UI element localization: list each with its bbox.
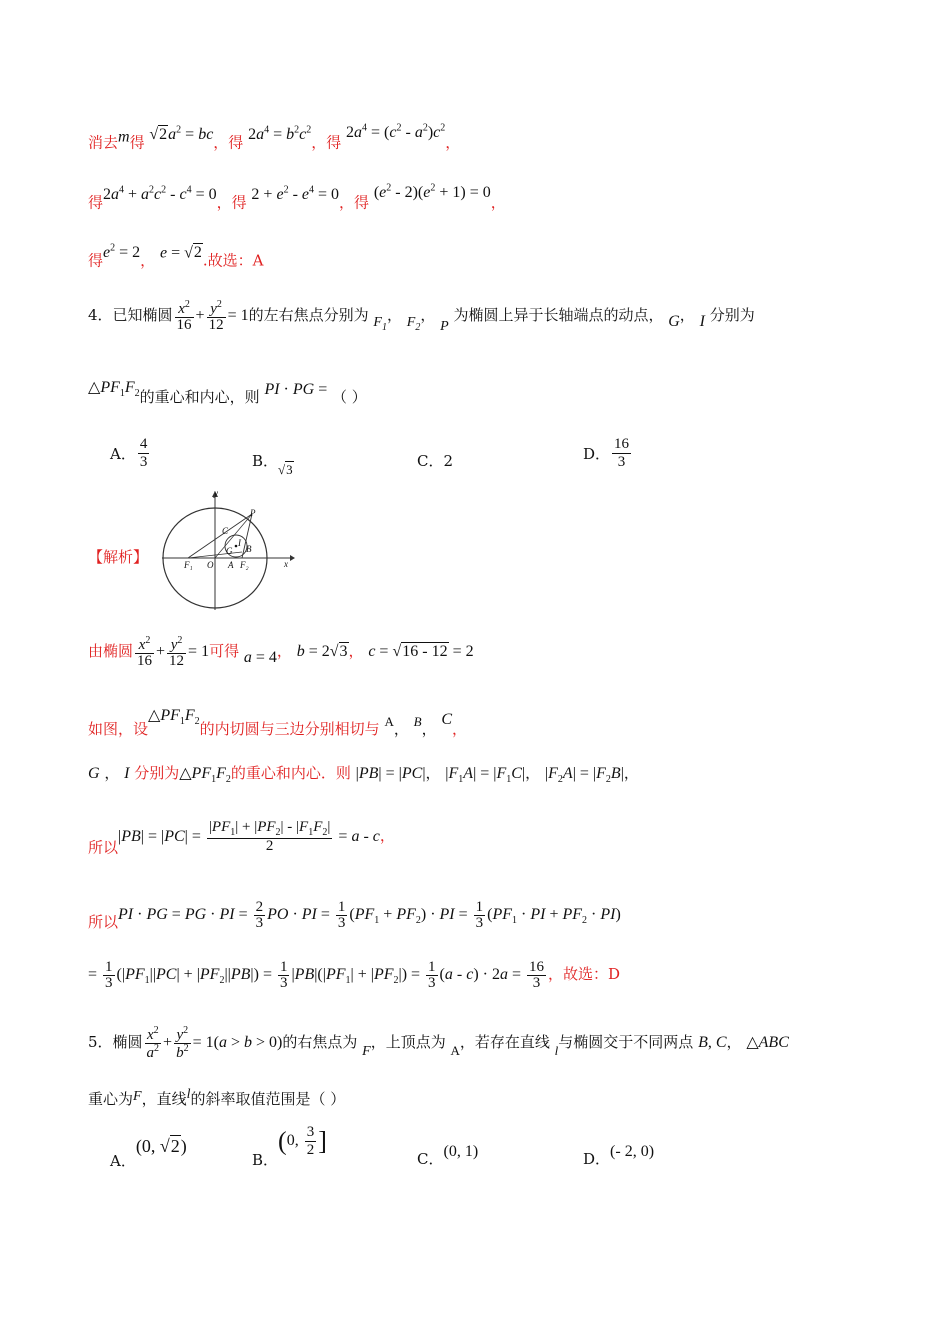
text: （ ） (332, 388, 367, 406)
text: 分别为 (134, 764, 180, 782)
option-d[interactable] (583, 1142, 654, 1169)
text: ，故选：D (548, 965, 621, 984)
text: 与椭圆交于不同两点 (558, 1033, 694, 1052)
formula: F (133, 1089, 142, 1104)
formula: F (362, 1044, 371, 1060)
analysis-line-3: G ， I 分别为$\triangle PF_1F_2$的重心和内心．则 |PB| = |PC|， $|F_1A| = |F_1C|$， $|F_2A| = |F_2B|$， (88, 764, 639, 786)
text: 得 (88, 193, 104, 212)
text: ， (140, 251, 156, 270)
text: 如图，设 (88, 720, 149, 738)
solution-line-1 (88, 124, 460, 150)
label-g: G (226, 546, 233, 556)
formula: |PB| = |PC| = $\frac{|PF_1| + |PF_2| - |F_1F_2|}{2}$ = a - c (118, 819, 380, 854)
formula: $√2a^2$ = bc (149, 125, 214, 144)
formula: $2a^4 = b^2c^2$ (248, 125, 312, 144)
formula: $|F_2A| = |F_2B|$ (544, 765, 624, 786)
option-label: A． (110, 445, 136, 463)
text: .故选：A (202, 251, 264, 270)
text: ， (726, 1033, 742, 1052)
label-f2: F₂ (240, 560, 249, 570)
text: ， (379, 826, 395, 845)
formula: a = 4 (243, 649, 277, 667)
text: ， (445, 133, 461, 152)
formula: (- 2, 0) (610, 1143, 655, 1160)
label-o: O (207, 560, 214, 570)
label-p: P (250, 508, 256, 518)
text: 为椭圆上异于长轴端点的动点， (453, 306, 664, 325)
option-d[interactable] (583, 436, 633, 471)
option-a[interactable] (110, 1136, 187, 1171)
text: 消去 (88, 133, 119, 152)
label-y: y (214, 488, 218, 498)
formula: $\frac{16}{3}$ (614, 436, 630, 470)
text: 5．椭圆 (88, 1033, 143, 1052)
formula: A (384, 714, 394, 729)
text: 得 (129, 133, 145, 152)
formula: |PB| = |PC| (355, 765, 426, 782)
option-b[interactable] (252, 1124, 327, 1170)
formula: $\frac{4}{3}$ (139, 436, 148, 470)
formula: △ABC (746, 1034, 789, 1052)
formula: $e^2 = 2$ (103, 243, 141, 262)
formula: $\frac{x^2}{16}$ + $\frac{y^2}{12}$ = 1 (176, 299, 249, 333)
analysis-line-4 (88, 820, 395, 856)
point-i (235, 545, 238, 548)
analysis-line-1 (88, 636, 474, 669)
text: ， (452, 720, 468, 738)
text: ，上顶点为 (370, 1033, 446, 1052)
option-label: D． (583, 445, 611, 463)
question-5-stem (88, 1026, 789, 1061)
analysis-line-5 (88, 900, 621, 931)
solution-line-3 (88, 244, 263, 268)
formula: G (668, 313, 680, 331)
option-label: B． (252, 452, 279, 470)
option-c[interactable] (417, 1142, 478, 1169)
formula: I (124, 765, 130, 782)
segment-pf1 (188, 514, 252, 558)
analysis-line-2: 如图，设$\triangle PF_1F_2$的内切圆与三边分别相切与 A， B， C， (88, 707, 468, 738)
formula: PI · PG = PG · PI = $\frac{2}{3}$ PO · PI = $\frac{1}{3}$ $(PF_1 + PF_2)$ · PI = $\frac{1}{3}$ ($PF_1$ · PI + $PF_2 \cdot PI$) (118, 899, 621, 931)
option-c[interactable] (417, 450, 453, 471)
option-label: D． (583, 1150, 611, 1168)
text: ，直线 (141, 1090, 187, 1108)
label-x: x (284, 559, 288, 569)
text: 所以 (88, 913, 119, 932)
option-label: C． (417, 1150, 444, 1168)
formula: $F_1$ (373, 315, 387, 333)
formula: $(e^2 - 2)(e^2 + 1) = 0$ (373, 183, 491, 202)
question-4-stem: 4．已知椭圆 $\frac{x^2}{16}$ + $\frac{y^2}{12}$ = 1的左右焦点分别为 $F_1$， $F_2$， P 为椭圆上异于长轴端点的动点， G， I 分别为 (88, 299, 755, 335)
question-5-stem-2 (88, 1088, 345, 1107)
formula: $2 + e^2 - e^4 = 0$ (251, 185, 340, 204)
option-a[interactable] (110, 436, 151, 471)
text: 的斜率取值范围是（ ） (190, 1090, 346, 1108)
formula: G (88, 765, 100, 782)
text: 的右焦点为 (282, 1033, 358, 1052)
text: 由椭圆 (88, 642, 134, 661)
formula: PI · PG = (264, 381, 328, 398)
formula: $2a^4 = (c^2 - a^2)c^2$ (346, 123, 446, 142)
label-b: B (246, 544, 252, 554)
formula: $\triangle PF_1F_2$ (148, 707, 200, 728)
analysis-label: 【解析】 (88, 548, 149, 566)
formula: $\triangle PF_1F_2$ (88, 379, 140, 400)
formula: √3 (278, 462, 293, 477)
text: ，得 (216, 193, 247, 212)
formula: P (440, 319, 449, 335)
text: 的重心和内心．则 (230, 764, 351, 782)
solution-line-2 (88, 184, 506, 210)
formula: c = √16 - 12 = 2 (368, 643, 474, 661)
analysis-line-6 (88, 960, 620, 991)
formula: e = √2 (159, 244, 202, 262)
option-label: A． (110, 1152, 136, 1170)
label-a: A (228, 560, 234, 570)
formula: $\frac{x^2}{16}$ + $\frac{y^2}{12}$ = 1 (137, 635, 210, 669)
formula: B (413, 714, 422, 729)
text: 得 (88, 251, 104, 270)
text: 可得 (209, 642, 240, 661)
text: 的内切圆与三边分别相切与 (199, 720, 380, 738)
formula: b = 2√3 (296, 643, 348, 661)
text: 重心为 (88, 1090, 134, 1108)
text: ，得 (213, 133, 244, 152)
text: ， (490, 193, 506, 212)
formula: $\triangle PF_1F_2$ (179, 765, 231, 786)
text: ，若存在直线 (459, 1033, 550, 1052)
label-f1: F₁ (184, 560, 193, 570)
text: 的重心和内心，则 (139, 388, 260, 406)
formula: I (699, 313, 705, 331)
formula: (0, $\frac{3}{2}$ ] (278, 1124, 327, 1158)
formula: B, C (698, 1034, 727, 1052)
text: ，得 (339, 193, 370, 212)
label-c: C (222, 526, 229, 536)
formula: = $\frac{1}{3}$ $(|PF_1||PC| + |PF_2||PB|)$ = $\frac{1}{3}$ $|PB|(|PF_1| + |PF_2|)$ = $\frac{1}{3}$ (a - c) · 2a = $\frac{16}{3}$ (88, 959, 544, 991)
option-b[interactable] (252, 450, 294, 478)
formula: (0, √2) (135, 1136, 187, 1156)
option-label: B． (252, 1151, 279, 1170)
text: 4．已知椭圆 (88, 306, 173, 325)
text: 所以 (88, 838, 119, 857)
text: ，得 (311, 133, 342, 152)
text: ， (276, 642, 292, 661)
formula: l (554, 1043, 559, 1059)
label-i: I (238, 538, 241, 548)
text: ， (348, 642, 364, 661)
formula: $\frac{x^2}{a^2}$ + $\frac{y^2}{b^2}$ = 1(a > b > 0) (146, 1025, 283, 1061)
formula: m (118, 128, 130, 146)
formula: A (450, 1043, 460, 1059)
formula: C (441, 711, 453, 728)
text: 的左右焦点分别为 (248, 306, 369, 325)
formula: (0, 1) (443, 1143, 479, 1160)
ellipse-diagram (160, 488, 300, 612)
formula: $F_2$ (406, 315, 421, 333)
x-axis-arrow (290, 555, 295, 561)
formula: $2a^4 + a^2c^2 - c^4 = 0$ (103, 185, 217, 204)
text: 分别为 (709, 306, 755, 325)
formula: l (186, 1087, 191, 1102)
formula: $|F_1A| = |F_1C|$ (445, 765, 526, 786)
option-label: C．2 (417, 452, 454, 470)
question-4-stem-2 (88, 380, 367, 405)
